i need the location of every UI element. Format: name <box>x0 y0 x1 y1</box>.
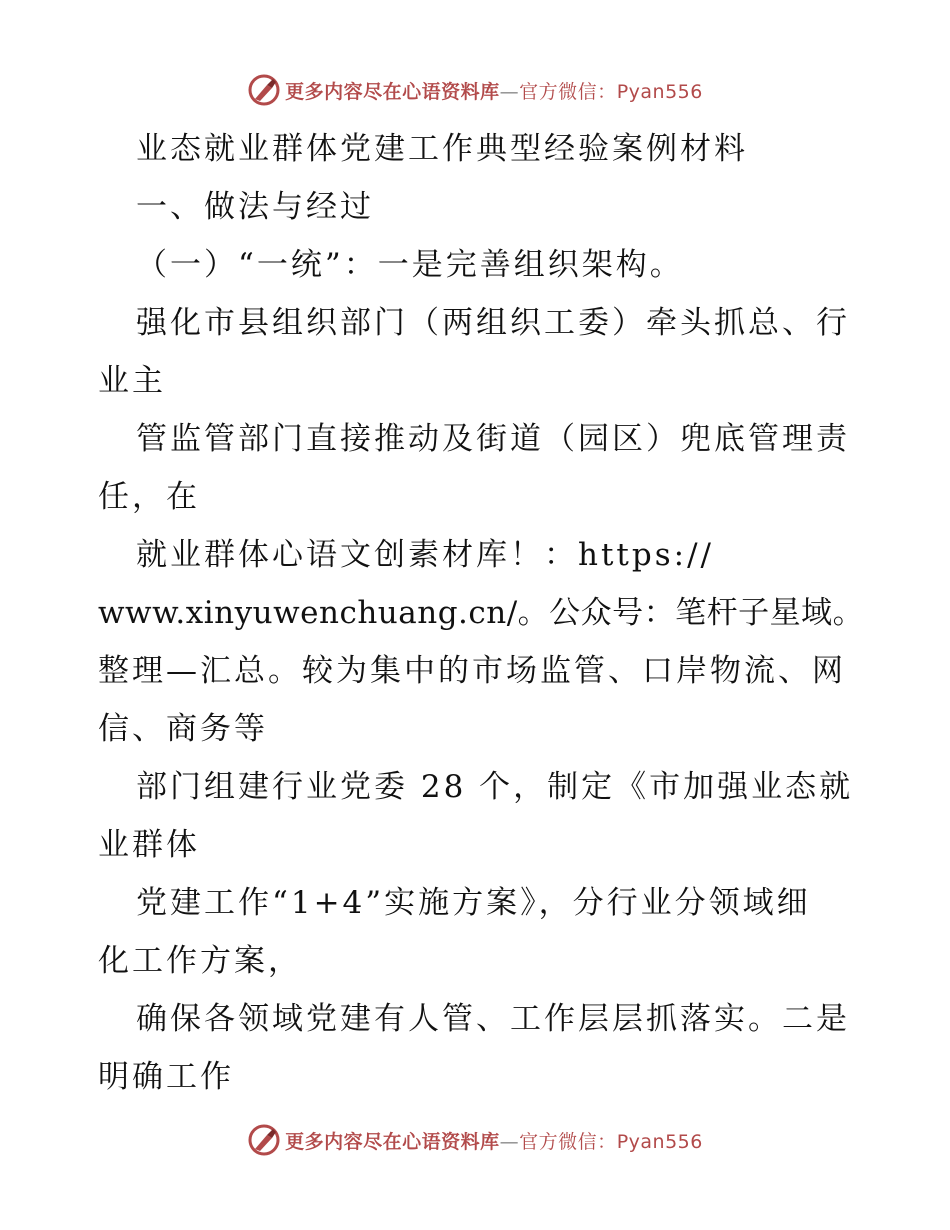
pen-nib-logo-icon <box>247 1123 281 1157</box>
body-line: 确保各领域党建有人管、工作层层抓落实。二是 <box>136 1001 850 1037</box>
body-line: 业群体 <box>98 827 200 863</box>
body-line: 业主 <box>98 363 166 399</box>
banner-wechat-label: 官方微信： <box>519 80 617 103</box>
body-line: 化工作方案， <box>98 943 302 979</box>
body-line: 任，在 <box>98 479 200 515</box>
body-line: 就业群体心语文创素材库！：https:// <box>136 537 714 573</box>
section-heading: 一、做法与经过 <box>136 189 374 225</box>
body-line: 部门组建行业党委 28 个，制定《市加强业态就 <box>136 769 854 805</box>
document-body <box>98 120 865 1106</box>
body-line: www.xinyuwenchuang.cn/。公众号：笔杆子星域。 <box>98 595 865 631</box>
banner-separator: — <box>499 80 520 103</box>
banner-wechat-label: 官方微信： <box>519 1130 617 1153</box>
body-line: 强化市县组织部门（两组织工委）牵头抓总、行 <box>136 305 850 341</box>
pen-nib-logo-icon <box>247 73 281 107</box>
banner-wechat-id: Pyan556 <box>616 1130 703 1153</box>
body-line: 整理—汇总。较为集中的市场监管、口岸物流、网 <box>98 653 846 689</box>
body-line: 党建工作“1+4”实施方案》，分行业分领域细 <box>136 885 811 921</box>
body-line: 管监管部门直接推动及街道（园区）兜底管理责 <box>136 421 850 457</box>
body-line: 明确工作 <box>98 1059 234 1095</box>
document-title: 业态就业群体党建工作典型经验案例材料 <box>136 131 748 167</box>
banner-wechat-id: Pyan556 <box>616 80 703 103</box>
footer-watermark-banner <box>0 1120 950 1160</box>
banner-main-text: 更多内容尽在心语资料库 <box>285 80 500 103</box>
banner-separator: — <box>499 1130 520 1153</box>
subsection-heading: （一）“一统”：一是完善组织架构。 <box>136 247 684 283</box>
banner-main-text: 更多内容尽在心语资料库 <box>285 1130 500 1153</box>
body-line: 信、商务等 <box>98 711 268 747</box>
header-watermark-banner <box>0 70 950 110</box>
